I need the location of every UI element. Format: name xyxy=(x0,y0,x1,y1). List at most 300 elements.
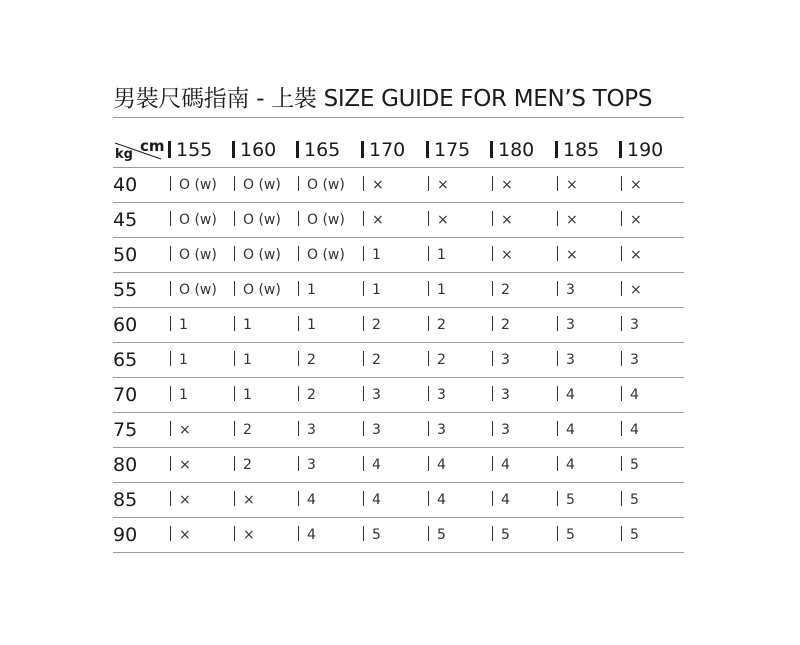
size-cell xyxy=(234,238,281,272)
size-cell xyxy=(298,273,316,307)
column-separator xyxy=(492,386,493,401)
size-cell xyxy=(428,168,449,202)
size-cell xyxy=(557,168,578,202)
column-separator xyxy=(363,386,364,401)
column-separator xyxy=(363,176,364,191)
column-separator xyxy=(363,456,364,471)
weight-unit-label: kg xyxy=(115,147,133,162)
size-value: 1 xyxy=(372,247,381,263)
weight-value: 90 xyxy=(113,524,138,546)
size-cell xyxy=(557,448,575,482)
size-value: 3 xyxy=(437,422,446,438)
column-separator xyxy=(492,211,493,226)
column-separator xyxy=(361,141,364,158)
size-cell xyxy=(234,273,281,307)
size-value: 2 xyxy=(307,352,316,368)
column-separator xyxy=(234,211,235,226)
column-separator xyxy=(621,351,622,366)
size-cell xyxy=(557,203,578,237)
size-value: 3 xyxy=(630,317,639,333)
weight-value: 55 xyxy=(113,279,138,301)
size-value: × xyxy=(566,247,578,263)
size-cell xyxy=(621,238,642,272)
size-value: × xyxy=(630,282,642,298)
column-separator xyxy=(428,246,429,261)
size-cell xyxy=(621,518,639,552)
size-value: 4 xyxy=(307,527,316,543)
size-cell xyxy=(170,308,188,342)
size-value: 4 xyxy=(501,457,510,473)
column-separator xyxy=(234,526,235,541)
height-unit-label: cm xyxy=(140,137,165,155)
table-row xyxy=(113,483,684,518)
column-separator xyxy=(428,421,429,436)
size-cell xyxy=(428,413,446,447)
size-cell xyxy=(170,238,217,272)
column-separator xyxy=(170,176,171,191)
column-separator xyxy=(621,246,622,261)
size-cell xyxy=(557,413,575,447)
table-row xyxy=(113,343,684,378)
size-value: 4 xyxy=(566,422,575,438)
size-value: 2 xyxy=(372,317,381,333)
size-cell xyxy=(621,378,639,412)
size-value: × xyxy=(630,177,642,193)
weight-value: 50 xyxy=(113,244,138,266)
height-header-190 xyxy=(619,133,663,167)
column-separator xyxy=(170,246,171,261)
size-cell xyxy=(234,483,255,517)
height-value: 170 xyxy=(369,139,406,161)
column-separator xyxy=(426,141,429,158)
size-value: 4 xyxy=(437,457,446,473)
column-separator xyxy=(428,316,429,331)
column-separator xyxy=(234,456,235,471)
column-separator xyxy=(492,316,493,331)
size-value: 2 xyxy=(243,422,252,438)
table-row xyxy=(113,448,684,483)
size-value: × xyxy=(179,527,191,543)
size-cell xyxy=(170,378,188,412)
column-separator xyxy=(492,526,493,541)
size-cell xyxy=(621,483,639,517)
size-cell xyxy=(298,308,316,342)
corner-axis-label xyxy=(113,133,165,167)
size-cell xyxy=(428,378,446,412)
size-value: 4 xyxy=(630,422,639,438)
size-value: 4 xyxy=(630,387,639,403)
size-value: 1 xyxy=(243,352,252,368)
size-value: × xyxy=(437,212,449,228)
size-value: 4 xyxy=(501,492,510,508)
column-separator xyxy=(557,316,558,331)
column-separator xyxy=(170,316,171,331)
height-value: 165 xyxy=(304,139,341,161)
size-value: O (w) xyxy=(179,177,217,193)
size-cell xyxy=(298,203,345,237)
column-separator xyxy=(234,421,235,436)
column-separator xyxy=(621,281,622,296)
table-row xyxy=(113,308,684,343)
size-cell xyxy=(557,518,575,552)
size-cell xyxy=(234,168,281,202)
size-value: × xyxy=(243,492,255,508)
size-value: O (w) xyxy=(307,177,345,193)
size-value: 5 xyxy=(372,527,381,543)
size-cell xyxy=(170,168,217,202)
column-separator xyxy=(170,456,171,471)
size-cell xyxy=(298,238,345,272)
size-value: 2 xyxy=(437,317,446,333)
size-cell xyxy=(428,203,449,237)
height-header-155 xyxy=(168,133,212,167)
size-cell xyxy=(621,448,639,482)
size-value: 1 xyxy=(307,317,316,333)
size-value: 1 xyxy=(179,317,188,333)
size-value: 4 xyxy=(437,492,446,508)
size-cell xyxy=(363,413,381,447)
size-value: × xyxy=(566,212,578,228)
column-separator xyxy=(492,491,493,506)
weight-value: 40 xyxy=(113,174,138,196)
column-separator xyxy=(621,421,622,436)
height-value: 180 xyxy=(498,139,535,161)
column-separator xyxy=(557,421,558,436)
size-cell xyxy=(170,203,217,237)
size-cell xyxy=(492,518,510,552)
size-value: 1 xyxy=(243,387,252,403)
size-cell xyxy=(170,483,191,517)
column-separator xyxy=(298,316,299,331)
size-value: O (w) xyxy=(179,282,217,298)
column-separator xyxy=(234,491,235,506)
size-cell xyxy=(234,378,252,412)
size-value: 3 xyxy=(630,352,639,368)
size-value: O (w) xyxy=(243,247,281,263)
size-cell xyxy=(170,273,217,307)
size-value: × xyxy=(630,247,642,263)
table-row xyxy=(113,378,684,413)
column-separator xyxy=(298,526,299,541)
column-separator xyxy=(298,176,299,191)
size-value: O (w) xyxy=(179,212,217,228)
size-cell xyxy=(298,168,345,202)
column-separator xyxy=(170,351,171,366)
size-value: 5 xyxy=(437,527,446,543)
size-cell xyxy=(492,413,510,447)
size-value: O (w) xyxy=(307,247,345,263)
height-header-180 xyxy=(490,133,534,167)
table-row xyxy=(113,238,684,273)
size-cell xyxy=(621,413,639,447)
size-cell xyxy=(428,483,446,517)
size-value: 5 xyxy=(630,527,639,543)
column-separator xyxy=(298,491,299,506)
size-value: 1 xyxy=(437,247,446,263)
size-cell xyxy=(621,273,642,307)
size-value: 1 xyxy=(437,282,446,298)
table-row xyxy=(113,203,684,238)
size-cell xyxy=(428,343,446,377)
column-separator xyxy=(170,281,171,296)
height-value: 155 xyxy=(176,139,213,161)
column-separator xyxy=(363,421,364,436)
column-separator xyxy=(170,491,171,506)
column-separator xyxy=(298,456,299,471)
size-value: 2 xyxy=(501,317,510,333)
size-value: 2 xyxy=(372,352,381,368)
size-value: 2 xyxy=(437,352,446,368)
column-separator xyxy=(170,526,171,541)
weight-value: 70 xyxy=(113,384,138,406)
size-cell xyxy=(557,483,575,517)
size-cell xyxy=(621,168,642,202)
size-cell xyxy=(298,518,316,552)
size-value: 1 xyxy=(179,387,188,403)
height-value: 190 xyxy=(627,139,664,161)
size-cell xyxy=(428,308,446,342)
size-value: 3 xyxy=(307,457,316,473)
size-value: × xyxy=(630,212,642,228)
size-value: × xyxy=(566,177,578,193)
height-header-175 xyxy=(426,133,470,167)
size-value: 5 xyxy=(566,492,575,508)
size-cell xyxy=(298,378,316,412)
size-value: 4 xyxy=(566,457,575,473)
size-value: 5 xyxy=(630,457,639,473)
size-cell xyxy=(234,518,255,552)
column-separator xyxy=(363,526,364,541)
size-value: 5 xyxy=(501,527,510,543)
size-cell xyxy=(234,413,252,447)
column-separator xyxy=(363,281,364,296)
column-separator xyxy=(298,211,299,226)
column-separator xyxy=(363,246,364,261)
column-separator xyxy=(298,421,299,436)
page-title: 男裝尺碼指南 - 上裝 SIZE GUIDE FOR MEN’S TOPS xyxy=(113,86,653,112)
size-cell xyxy=(363,343,381,377)
column-separator xyxy=(557,211,558,226)
size-value: × xyxy=(179,422,191,438)
column-separator xyxy=(428,351,429,366)
size-value: 3 xyxy=(372,387,381,403)
size-value: 1 xyxy=(179,352,188,368)
column-separator xyxy=(557,456,558,471)
size-value: 5 xyxy=(630,492,639,508)
size-cell xyxy=(298,483,316,517)
size-value: 3 xyxy=(437,387,446,403)
height-value: 185 xyxy=(563,139,600,161)
size-value: 2 xyxy=(307,387,316,403)
weight-value: 65 xyxy=(113,349,138,371)
size-cell xyxy=(621,343,639,377)
size-cell xyxy=(298,413,316,447)
size-value: × xyxy=(179,492,191,508)
column-separator xyxy=(557,491,558,506)
column-separator xyxy=(492,176,493,191)
size-cell xyxy=(557,308,575,342)
column-separator xyxy=(428,281,429,296)
column-separator xyxy=(621,176,622,191)
table-row xyxy=(113,168,684,203)
column-separator xyxy=(557,176,558,191)
size-value: O (w) xyxy=(243,282,281,298)
column-separator xyxy=(298,246,299,261)
size-value: 1 xyxy=(372,282,381,298)
column-separator xyxy=(363,351,364,366)
size-cell xyxy=(557,238,578,272)
size-value: 2 xyxy=(243,457,252,473)
column-separator xyxy=(298,281,299,296)
column-separator xyxy=(621,316,622,331)
column-separator xyxy=(557,351,558,366)
size-cell xyxy=(234,343,252,377)
column-separator xyxy=(428,386,429,401)
column-separator xyxy=(296,141,299,158)
size-cell xyxy=(363,378,381,412)
size-cell xyxy=(492,483,510,517)
size-value: 5 xyxy=(566,527,575,543)
size-cell xyxy=(363,238,381,272)
column-separator xyxy=(621,211,622,226)
size-cell xyxy=(557,343,575,377)
size-value: 4 xyxy=(307,492,316,508)
column-separator xyxy=(234,176,235,191)
size-value: × xyxy=(372,212,384,228)
column-separator xyxy=(490,141,493,158)
size-cell xyxy=(170,343,188,377)
column-separator xyxy=(428,491,429,506)
size-value: 3 xyxy=(501,387,510,403)
size-cell xyxy=(363,308,381,342)
size-cell xyxy=(492,448,510,482)
size-cell xyxy=(363,203,384,237)
height-value: 160 xyxy=(240,139,277,161)
column-separator xyxy=(234,351,235,366)
size-value: 3 xyxy=(501,352,510,368)
size-value: × xyxy=(372,177,384,193)
column-separator xyxy=(621,526,622,541)
column-separator xyxy=(234,316,235,331)
size-value: 3 xyxy=(566,282,575,298)
column-separator xyxy=(234,386,235,401)
column-separator xyxy=(170,386,171,401)
size-value: 1 xyxy=(243,317,252,333)
size-cell xyxy=(492,273,510,307)
size-cell xyxy=(170,413,191,447)
column-separator xyxy=(168,141,171,158)
size-cell xyxy=(363,483,381,517)
column-separator xyxy=(363,491,364,506)
table-row xyxy=(113,518,684,553)
column-separator xyxy=(619,141,622,158)
size-cell xyxy=(363,518,381,552)
column-separator xyxy=(492,246,493,261)
column-separator xyxy=(621,386,622,401)
size-value: 3 xyxy=(372,422,381,438)
height-header-165 xyxy=(296,133,340,167)
column-separator xyxy=(363,211,364,226)
size-cell xyxy=(170,448,191,482)
weight-value: 60 xyxy=(113,314,138,336)
size-value: 1 xyxy=(307,282,316,298)
size-cell xyxy=(234,203,281,237)
size-cell xyxy=(428,448,446,482)
size-cell xyxy=(492,238,513,272)
size-cell xyxy=(492,168,513,202)
column-separator xyxy=(557,281,558,296)
table-row xyxy=(113,413,684,448)
size-cell xyxy=(363,448,381,482)
column-separator xyxy=(557,246,558,261)
column-separator xyxy=(492,421,493,436)
size-cell xyxy=(492,308,510,342)
column-separator xyxy=(234,281,235,296)
size-value: 4 xyxy=(372,457,381,473)
column-separator xyxy=(428,526,429,541)
size-value: 3 xyxy=(566,317,575,333)
column-separator xyxy=(298,386,299,401)
column-separator xyxy=(428,176,429,191)
size-value: O (w) xyxy=(243,177,281,193)
size-cell xyxy=(234,448,252,482)
size-cell xyxy=(492,203,513,237)
column-separator xyxy=(363,316,364,331)
size-cell xyxy=(492,343,510,377)
column-separator xyxy=(557,526,558,541)
table-header-row xyxy=(113,133,684,168)
height-header-185 xyxy=(555,133,599,167)
height-header-170 xyxy=(361,133,405,167)
column-separator xyxy=(557,386,558,401)
size-cell xyxy=(363,273,381,307)
size-value: 3 xyxy=(501,422,510,438)
column-separator xyxy=(428,456,429,471)
size-cell xyxy=(557,378,575,412)
size-value: 3 xyxy=(307,422,316,438)
column-separator xyxy=(428,211,429,226)
size-cell xyxy=(363,168,384,202)
size-cell xyxy=(428,273,446,307)
size-value: × xyxy=(437,177,449,193)
size-cell xyxy=(298,343,316,377)
weight-value: 75 xyxy=(113,419,138,441)
size-cell xyxy=(621,203,642,237)
size-value: × xyxy=(501,247,513,263)
column-separator xyxy=(492,281,493,296)
size-value: O (w) xyxy=(243,212,281,228)
weight-value: 85 xyxy=(113,489,138,511)
column-separator xyxy=(232,141,235,158)
size-cell xyxy=(492,378,510,412)
column-separator xyxy=(170,211,171,226)
size-value: O (w) xyxy=(307,212,345,228)
column-separator xyxy=(621,491,622,506)
size-cell xyxy=(234,308,252,342)
size-value: 4 xyxy=(566,387,575,403)
size-cell xyxy=(557,273,575,307)
column-separator xyxy=(555,141,558,158)
size-value: × xyxy=(501,177,513,193)
size-cell xyxy=(621,308,639,342)
size-cell xyxy=(170,518,191,552)
column-separator xyxy=(298,351,299,366)
size-cell xyxy=(428,238,446,272)
height-value: 175 xyxy=(434,139,471,161)
column-separator xyxy=(170,421,171,436)
title-divider xyxy=(113,117,684,118)
column-separator xyxy=(492,351,493,366)
